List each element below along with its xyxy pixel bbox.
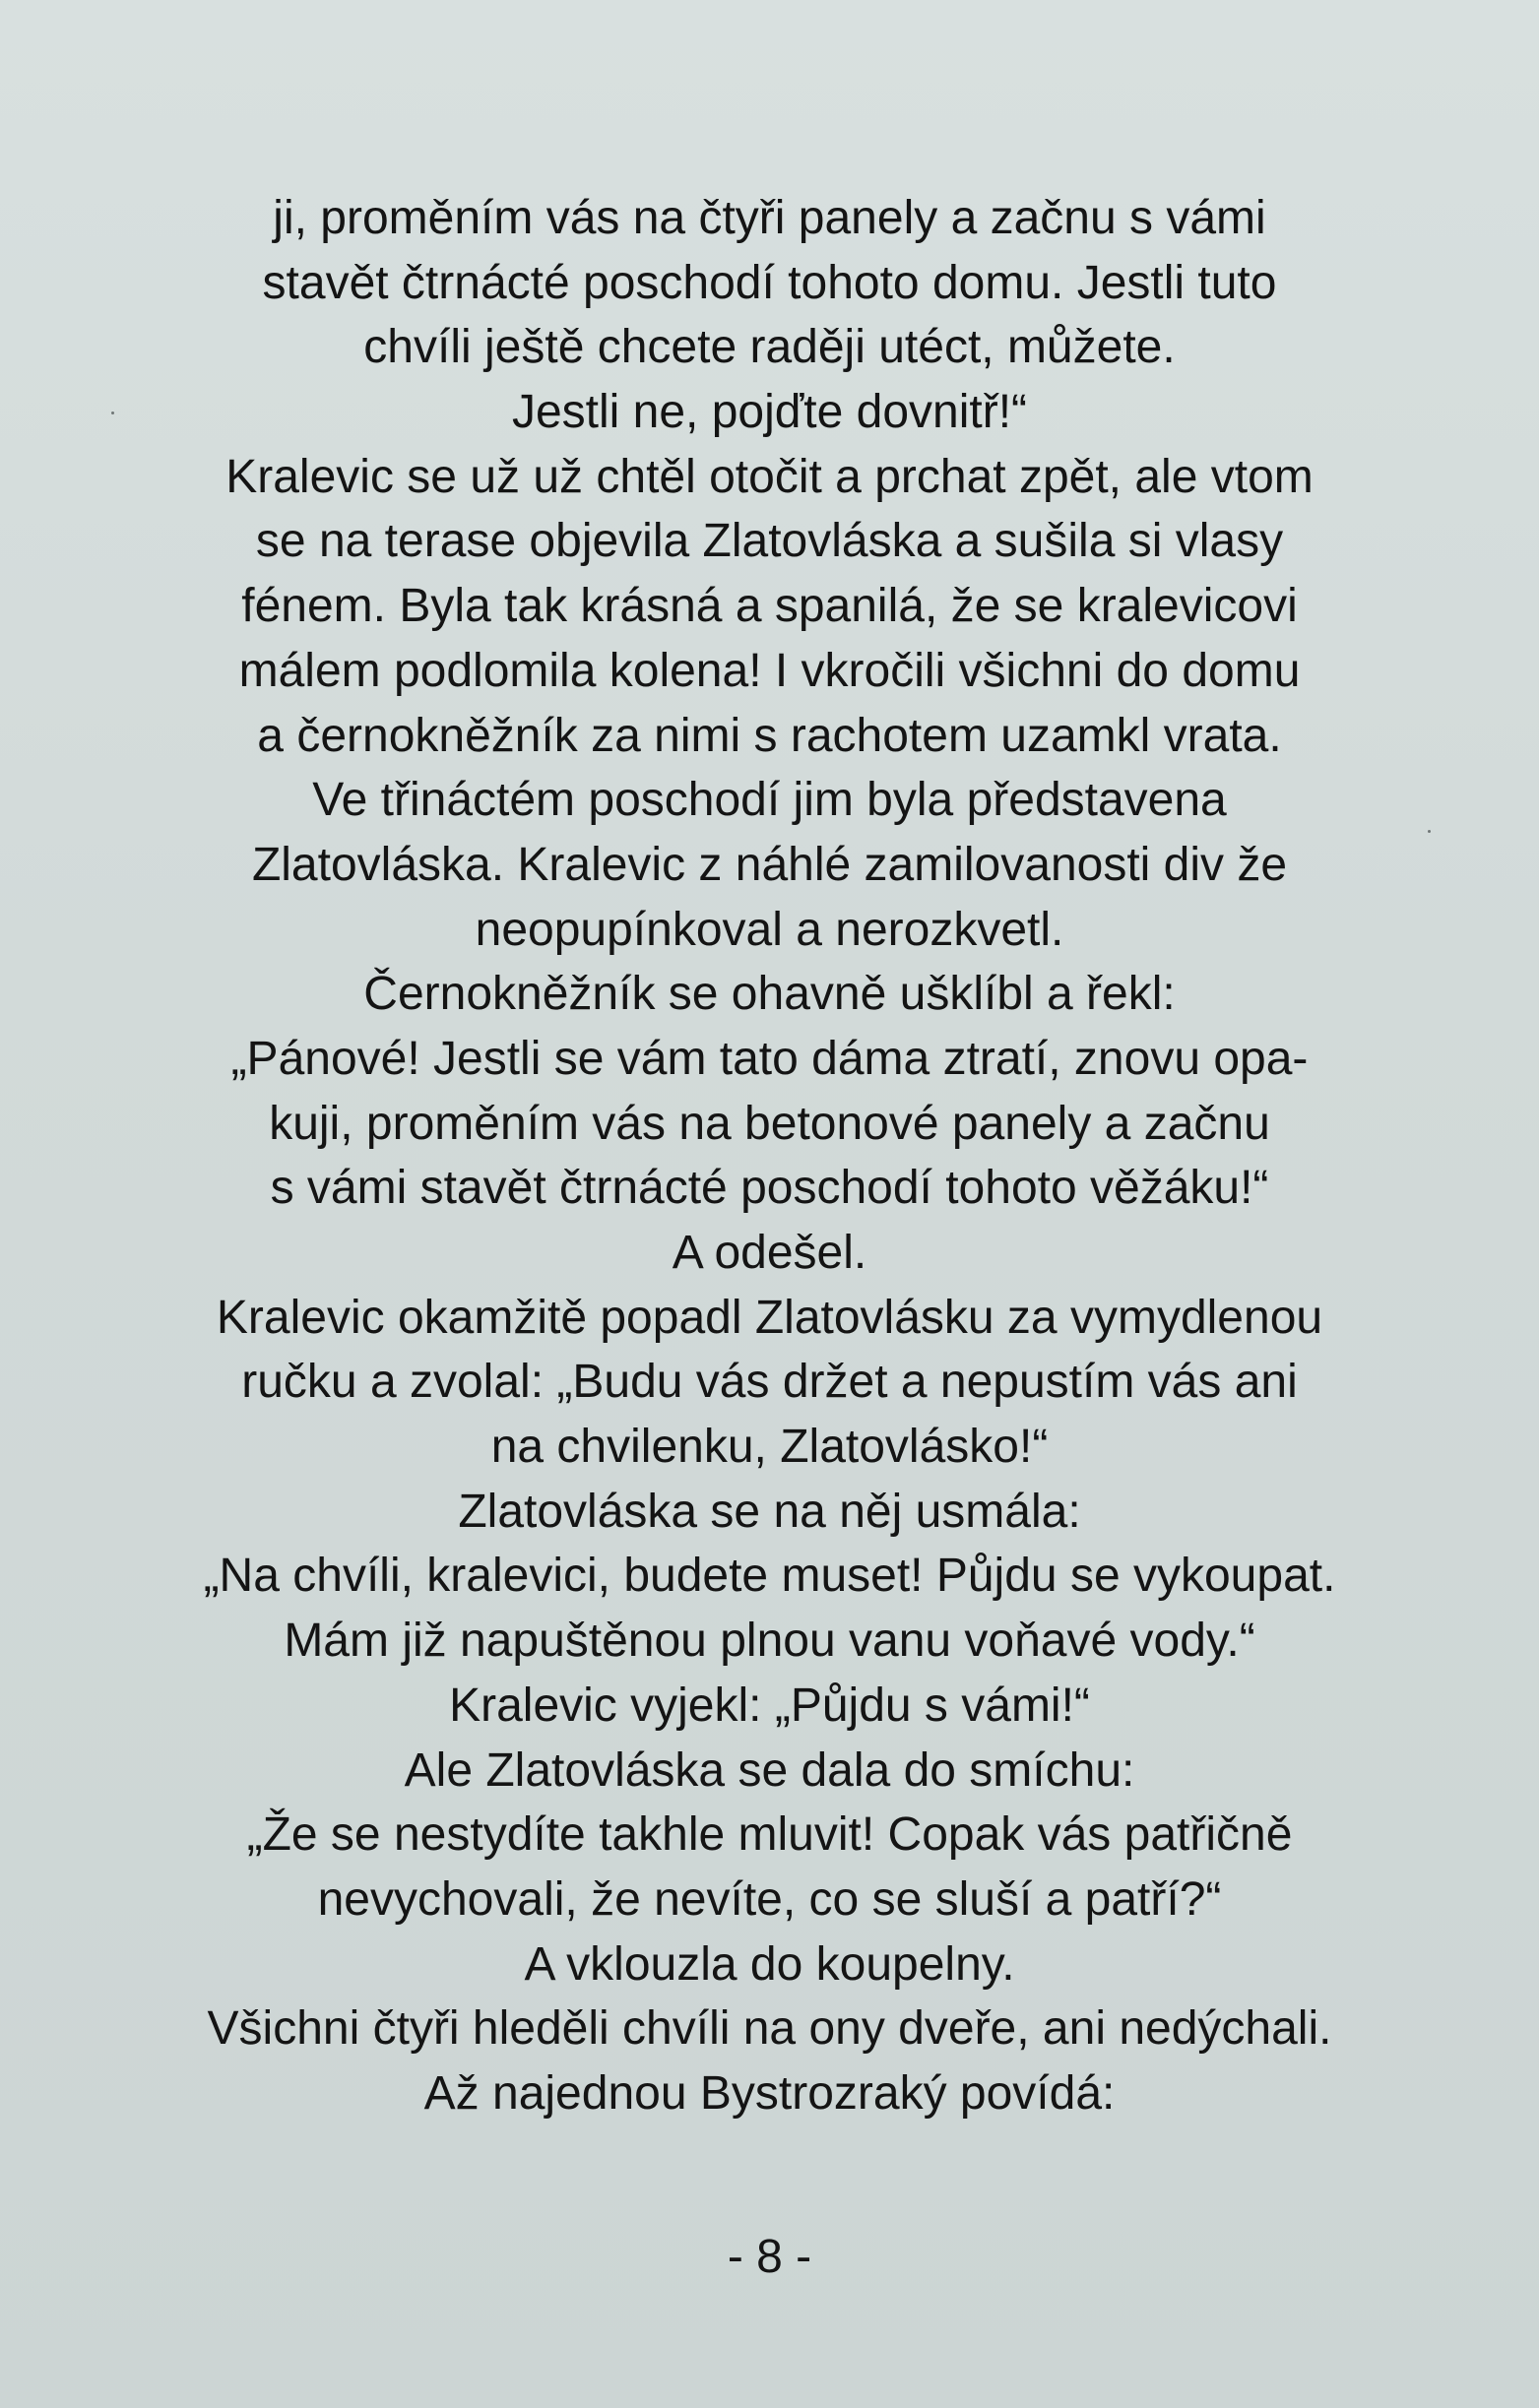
text-line: Černokněžník se ohavně ušklíbl a řekl: bbox=[363, 968, 1176, 1021]
text-line: kuji, proměním vás na betonové panely a začnu bbox=[269, 1097, 1270, 1150]
text-line: Kralevic okamžitě popadl Zlatovlásku za vymydlenou bbox=[216, 1291, 1323, 1344]
text-line: ji, proměním vás na čtyři panely a začnu s vámi bbox=[273, 192, 1266, 244]
text-line: nevychovali, že nevíte, co se sluší a patří?“ bbox=[317, 1872, 1222, 1926]
page-number: - 8 - bbox=[727, 2231, 812, 2283]
text-line: Všichni čtyři hleděli chvíli na ony dveře, ani nedýchali. bbox=[207, 2002, 1332, 2056]
text-line: se na terase objevila Zlatovláska a sušila si vlasy bbox=[255, 515, 1284, 568]
text-line: A vklouzla do koupelny. bbox=[524, 1937, 1015, 1991]
text-line: Ale Zlatovláska se dala do smíchu: bbox=[404, 1743, 1135, 1797]
text-line: „Pánové! Jestli se vám tato dáma ztratí, znovu opa- bbox=[230, 1032, 1309, 1085]
text-line: A odešel. bbox=[672, 1227, 867, 1279]
text-line: Až najednou Bystrozraký povídá: bbox=[423, 2066, 1116, 2120]
text-line: s vámi stavět čtrnácté poschodí tohoto věžáku!“ bbox=[270, 1162, 1269, 1215]
text-line: Mám již napuštěnou plnou vanu voňavé vody.“ bbox=[284, 1615, 1255, 1668]
text-line: Zlatovláska se na něj usmála: bbox=[458, 1485, 1081, 1538]
text-line: ručku a zvolal: „Budu vás držet a nepustím vás ani bbox=[241, 1356, 1298, 1409]
text-line: Jestli ne, pojďte dovnitř!“ bbox=[511, 386, 1028, 439]
story-text bbox=[0, 186, 1539, 2126]
text-line: Zlatovláska. Kralevic z náhlé zamilovanosti div že bbox=[251, 838, 1288, 891]
text-line: neopupínkoval a nerozkvetl. bbox=[475, 903, 1064, 956]
text-line: na chvilenku, Zlatovlásko!“ bbox=[490, 1421, 1049, 1474]
text-line: málem podlomila kolena! I vkročili všichni do domu bbox=[238, 644, 1301, 697]
text-line: Kralevic vyjekl: „Půjdu s vámi!“ bbox=[449, 1679, 1090, 1732]
text-line: Kralevic se už už chtěl otočit a prchat zpět, ale vtom bbox=[225, 450, 1314, 503]
text-line: chvíli ještě chcete raději utéct, můžete. bbox=[363, 321, 1176, 374]
text-line: stavět čtrnácté poschodí tohoto domu. Jestli tuto bbox=[262, 256, 1277, 309]
text-line: „Na chvíli, kralevici, budete muset! Půjdu se vykoupat. bbox=[203, 1550, 1336, 1603]
text-line: Ve třináctém poschodí jim byla představena bbox=[312, 774, 1227, 827]
text-line: „Že se nestydíte takhle mluvit! Copak vás patřičně bbox=[246, 1808, 1293, 1862]
text-line: a černokněžník za nimi s rachotem uzamkl vrata. bbox=[257, 709, 1282, 762]
text-line: fénem. Byla tak krásná a spanilá, že se kralevicovi bbox=[241, 580, 1298, 633]
